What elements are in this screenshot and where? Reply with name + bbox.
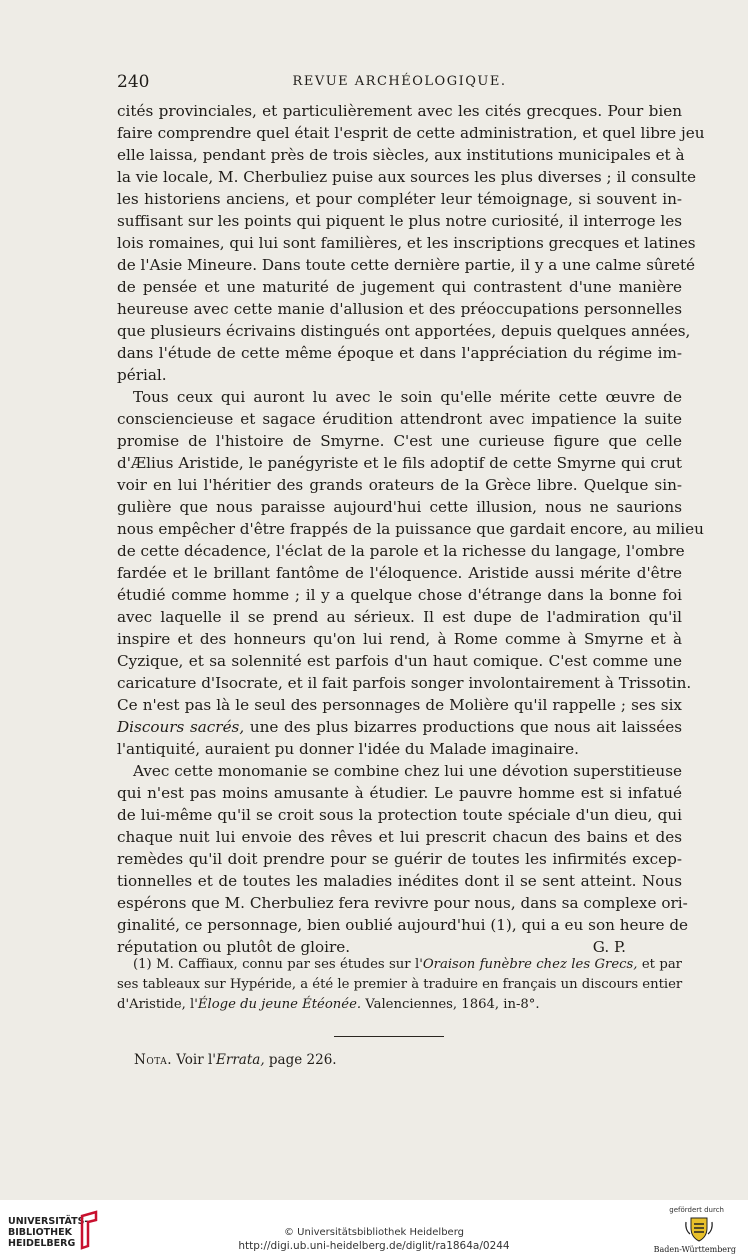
text-line: la vie locale, M. Cherbuliez puise aux sources les plus diverses ; il consulte bbox=[117, 168, 696, 186]
text-line: les historiens anciens, et pour compléter leur témoignage, si souvent in- bbox=[117, 190, 682, 208]
permalink-url[interactable]: http://digi.ub.uni-heidelberg.de/diglit/ra1864a/0244 bbox=[238, 1240, 510, 1252]
text-line: chaque nuit lui envoie des rêves et lui prescrit chacun des bains et des bbox=[117, 828, 682, 846]
text-line: voir en lui l'héritier des grands orateurs de la Grèce libre. Quelque sin- bbox=[117, 476, 682, 494]
article-text bbox=[117, 100, 705, 958]
library-name-line: BIBLIOTHEK bbox=[8, 1227, 72, 1238]
text-span: Valenciennes, 1864, in-8°. bbox=[361, 997, 540, 1012]
text-span: d'Aristide, l' bbox=[117, 997, 198, 1012]
text-span: et par bbox=[637, 957, 682, 972]
sponsor-name: Baden-Württemberg bbox=[653, 1245, 736, 1254]
text-line: de lui-même qu'il se croit sous la protection toute spéciale d'un dieu, qui bbox=[117, 806, 682, 824]
text-line: étudié comme homme ; il y a quelque chose d'étrange dans la bonne foi bbox=[117, 586, 682, 604]
text-line: Cyzique, et sa solennité est parfois d'un haut comique. C'est comme une bbox=[117, 652, 682, 670]
text-line: espérons que M. Cherbuliez fera revivre pour nous, dans sa complexe ori- bbox=[117, 894, 688, 912]
footnote-line: ses tableaux sur Hypéride, a été le premier à traduire en français un discours entier bbox=[117, 977, 683, 992]
text-span: réputation ou plutôt de gloire. bbox=[117, 938, 351, 956]
italic-title: Oraison funèbre chez les Grecs, bbox=[422, 957, 638, 972]
text-line: tionnelles et de toutes les maladies inédites dont il se sent atteint. Nous bbox=[117, 872, 682, 890]
footnote bbox=[117, 955, 682, 1015]
library-name-line: UNIVERSITÄTS- bbox=[8, 1216, 89, 1227]
divider bbox=[334, 1036, 444, 1037]
text-line: fardée et le brillant fantôme de l'éloquence. Aristide aussi mérite d'être bbox=[117, 564, 682, 582]
text-line: suffisant sur les points qui piquent le plus notre curiosité, il interroge les bbox=[117, 212, 682, 230]
italic-title: Discours sacrés, bbox=[117, 718, 245, 736]
nota-line bbox=[134, 1052, 337, 1068]
text-line: Tous ceux qui auront lu avec le soin qu'elle mérite cette œuvre de bbox=[133, 388, 682, 406]
italic-title: Éloge du jeune Étéonée. bbox=[197, 997, 362, 1012]
digitization-footer bbox=[0, 1200, 748, 1260]
text-line: d'Ælius Aristide, le panégyriste et le fils adoptif de cette Smyrne qui crut bbox=[117, 454, 682, 472]
sponsor-label: gefördert durch bbox=[669, 1206, 724, 1214]
text-line: Ce n'est pas là le seul des personnages de Molière qu'il rappelle ; ses six bbox=[117, 696, 682, 714]
text-line: que plusieurs écrivains distingués ont apportées, depuis quelques années, bbox=[117, 322, 691, 340]
text-line: elle laissa, pendant près de trois siècles, aux institutions municipales et à bbox=[117, 146, 685, 164]
text-line: caricature d'Isocrate, et il fait parfois songer involontairement à Trissotin. bbox=[117, 674, 692, 692]
text-span: une des plus bizarres productions que nous ait laissées bbox=[244, 718, 683, 736]
text-line: promise de l'histoire de Smyrne. C'est une curieuse figure que celle bbox=[117, 432, 682, 450]
page-header bbox=[117, 72, 682, 94]
copyright-notice: © Universitätsbibliothek Heidelberg bbox=[283, 1227, 464, 1238]
text-line: consciencieuse et sagace érudition attendront avec impatience la suite bbox=[117, 410, 682, 428]
text-span: Voir l' bbox=[172, 1052, 217, 1068]
author-signature: G. P. bbox=[592, 938, 626, 956]
text-line: faire comprendre quel était l'esprit de cette administration, et quel libre jeu bbox=[117, 124, 705, 142]
text-span: page 226. bbox=[264, 1052, 337, 1068]
text-line: nous empêcher d'être frappés de la puissance que gardait encore, au milieu bbox=[117, 520, 704, 538]
text-line bbox=[117, 716, 682, 738]
text-line: de pensée et une maturité de jugement qui contrastent d'une manière bbox=[117, 278, 682, 296]
running-title: REVUE ARCHÉOLOGIQUE. bbox=[292, 74, 507, 89]
text-line: Avec cette monomanie se combine chez lui une dévotion superstitieuse bbox=[133, 762, 682, 780]
text-line: dans l'étude de cette même époque et dans l'appréciation du régime im- bbox=[117, 344, 682, 362]
library-name-line: HEIDELBERG bbox=[8, 1238, 76, 1249]
text-line: l'antiquité, auraient pu donner l'idée du Malade imaginaire. bbox=[117, 740, 579, 758]
text-line: gulière que nous paraisse aujourd'hui cette illusion, nous ne saurions bbox=[117, 498, 682, 516]
text-line: remèdes qu'il doit prendre pour se guérir de toutes les infirmités excep- bbox=[117, 850, 682, 868]
footnote-line bbox=[117, 995, 682, 1015]
page-number: 240 bbox=[117, 72, 150, 92]
text-line: qui n'est pas moins amusante à étudier. Le pauvre homme est si infatué bbox=[117, 784, 682, 802]
text-line: ginalité, ce personnage, bien oublié aujourd'hui (1), qui a eu son heure de bbox=[117, 916, 689, 934]
text-line: de l'Asie Mineure. Dans toute cette dernière partie, il y a une calme sûreté bbox=[117, 256, 696, 274]
nota-label: Nota. bbox=[134, 1052, 172, 1068]
italic-title: Errata, bbox=[216, 1052, 265, 1068]
text-line: lois romaines, qui lui sont familières, et les inscriptions grecques et latines bbox=[117, 234, 696, 252]
coat-of-arms-icon bbox=[684, 1216, 714, 1242]
text-span: (1) M. Caffiaux, connu par ses études sur l' bbox=[133, 957, 423, 972]
text-line: heureuse avec cette manie d'allusion et des préoccupations personnelles bbox=[117, 300, 682, 318]
text-line: inspire et des honneurs qu'on lui rend, à Rome comme à Smyrne et à bbox=[117, 630, 682, 648]
footnote-line bbox=[117, 955, 682, 975]
text-line: cités provinciales, et particulièrement avec les cités grecques. Pour bien bbox=[117, 102, 682, 120]
text-line: périal. bbox=[117, 366, 167, 384]
text-line: de cette décadence, l'éclat de la parole et la richesse du langage, l'ombre bbox=[117, 542, 685, 560]
text-line: avec laquelle il se prend au sérieux. Il est dupe de l'admiration qu'il bbox=[117, 608, 682, 626]
